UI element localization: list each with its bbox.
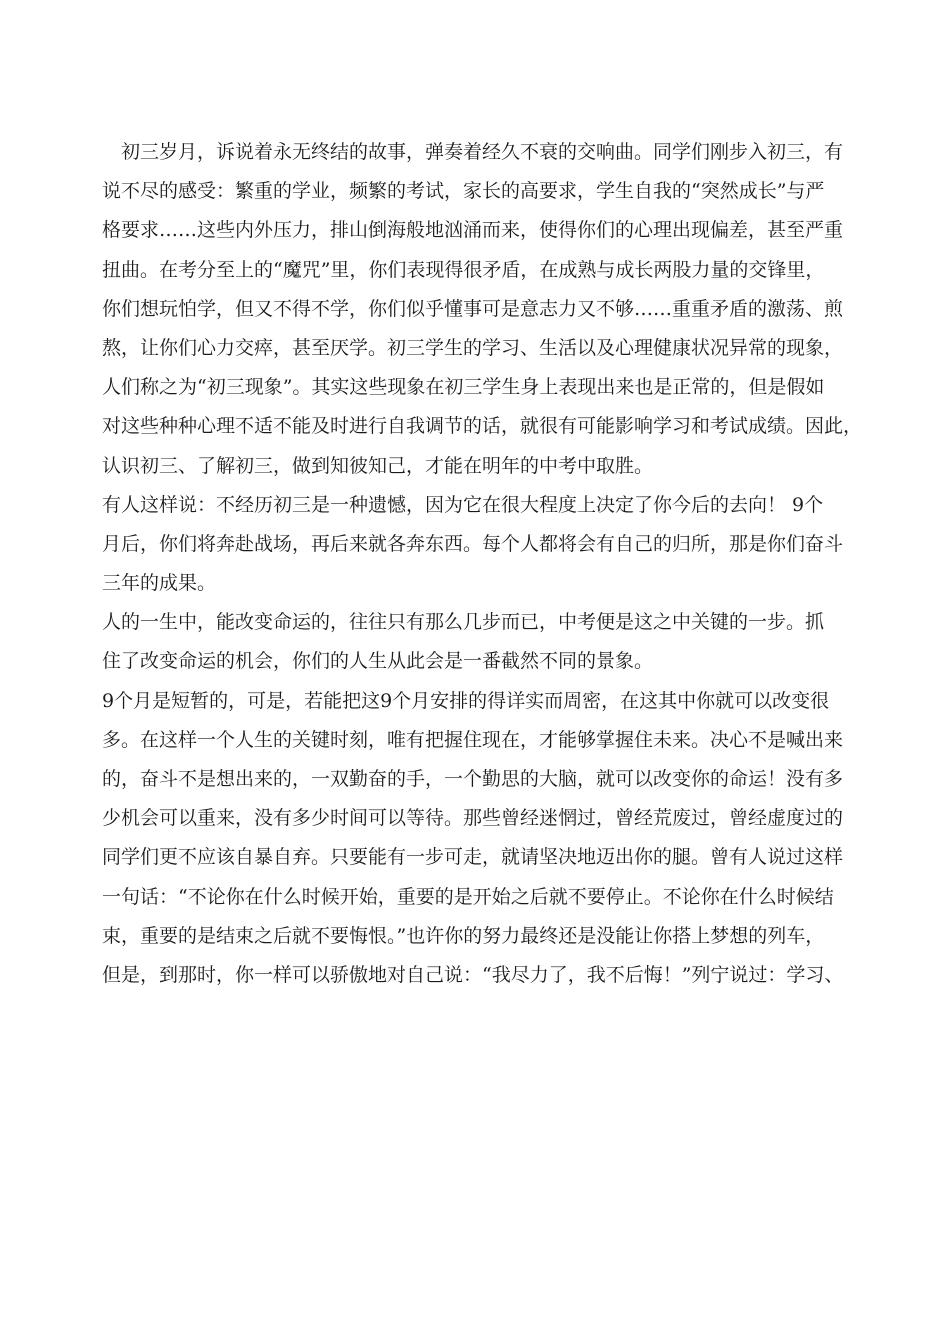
text-line: 同学们更不应该自暴自弃。只要能有一步可走，就请坚决地迈出你的腿。曾有人说过这样 [102, 846, 844, 869]
text-line: 但是，到那时，你一样可以骄傲地对自己说：“我尽力了，我不后悔！”列宁说过：学习、 [102, 963, 844, 986]
text-line: 束，重要的是结束之后就不要悔恨。”也许你的努力最终还是没能让你搭上梦想的列车， [102, 924, 825, 947]
text-line: 人的一生中，能改变命运的，往往只有那么几步而已，中考便是这之中关键的一步。抓 [102, 611, 825, 634]
text-line: 初三岁月，诉说着永无终结的故事，弹奏着经久不衰的交响曲。同学们刚步入初三，有 [102, 141, 844, 163]
article-body [102, 133, 872, 995]
paragraph-1 [102, 133, 872, 486]
text-line: 认识初三、了解初三，做到知彼知己，才能在明年的中考中取胜。 [102, 454, 654, 477]
text-line: 对这些种种心理不适不能及时进行自我调节的话，就很有可能影响学习和考试成绩。因此， [102, 415, 863, 438]
paragraph-2 [102, 486, 872, 604]
text-line: 有人这样说：不经历初三是一种遗憾，因为它在很大程度上决定了你今后的去向！ 9个 [102, 493, 824, 516]
text-line: 扭曲。在考分至上的“魔咒”里，你们表现得很矛盾，在成熟与成长两股力量的交锋里， [102, 258, 825, 281]
text-line: 熬，让你们心力交瘁，甚至厌学。初三学生的学习、生活以及心理健康状况异常的现象， [102, 336, 844, 359]
text-line: 的，奋斗不是想出来的，一双勤奋的手，一个勤思的大脑，就可以改变你的命运！没有多 [102, 768, 844, 790]
paragraph-3 [102, 603, 872, 681]
text-line: 人们称之为“初三现象”。其实这些现象在初三学生身上表现出来也是正常的，但是假如 [102, 376, 825, 399]
text-line: 多。在这样一个人生的关键时刻，唯有把握住现在，才能够掌握住未来。决心不是喊出来 [102, 728, 844, 751]
text-line: 一句话：“不论你在什么时候开始，重要的是开始之后就不要停止。不论你在什么时候结 [102, 885, 834, 908]
text-line: 9个月是短暂的，可是，若能把这9个月安排的得详实而周密，在这其中你就可以改变很 [102, 689, 830, 712]
text-line: 月后，你们将奔赴战场，再后来就各奔东西。每个人都将会有自己的归所，那是你们奋斗 [102, 532, 844, 555]
text-line: 少机会可以重来，没有多少时间可以等待。那些曾经迷惘过，曾经荒废过，曾经虚度过的 [102, 807, 844, 830]
text-line: 你们想玩怕学，但又不得不学，你们似乎懂事可是意志力又不够……重重矛盾的激荡、煎 [102, 297, 844, 320]
paragraph-4 [102, 682, 872, 996]
text-line: 住了改变命运的机会，你们的人生从此会是一番截然不同的景象。 [102, 650, 654, 673]
text-line: 格要求……这些内外压力，排山倒海般地汹涌而来，使得你们的心理出现偏差，甚至严重 [102, 219, 844, 242]
text-line: 三年的成果。 [102, 572, 217, 595]
text-line: 说不尽的感受：繁重的学业，频繁的考试，家长的高要求，学生自我的“突然成长”与严 [102, 180, 825, 203]
